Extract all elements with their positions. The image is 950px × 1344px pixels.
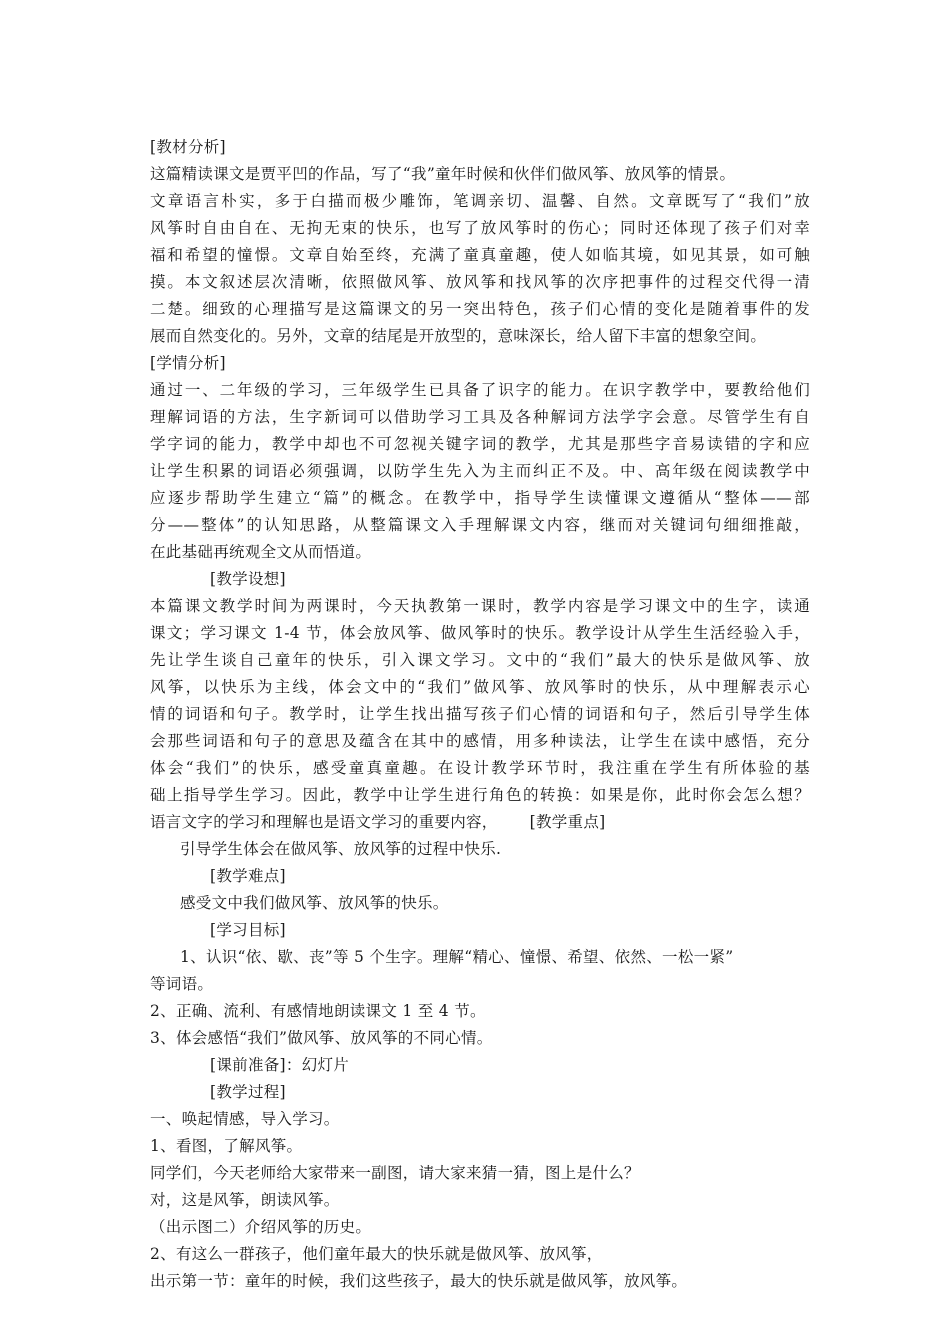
- students-line: 学字词的能力，教学中却也不可忽视关键字词的教学，尤其是那些字音易读错的字和应: [150, 435, 810, 453]
- design-last-line: [150, 809, 810, 836]
- process-line: 出示第一节：童年的时候，我们这些孩子，最大的快乐就是做风筝，放风筝。: [150, 1272, 688, 1290]
- design-line: 课文；学习课文 1-4 节，体会放风筝、做风筝时的快乐。教学设计从学生生活经验入手，: [150, 624, 810, 642]
- process-line: 1、看图，了解风筝。: [150, 1137, 303, 1155]
- section-heading-difficulty: [教学难点]: [210, 867, 286, 885]
- design-line: 本篇课文教学时间为两课时，今天执教第一课时，教学内容是学习课文中的生字，读通: [150, 597, 810, 615]
- students-line: 通过一、二年级的学习，三年级学生已具备了识字的能力。在识字教学中，要教给他们: [150, 381, 810, 399]
- section-heading-key: [教学重点]: [529, 813, 606, 831]
- design-line: 先让学生谈自己童年的快乐，引入课文学习。文中的“我们”最大的快乐是做风筝、放: [150, 651, 810, 669]
- design-last-text: 语言文字的学习和理解也是语文学习的重要内容，: [150, 813, 498, 831]
- students-line: 分——整体”的认知思路，从整篇课文入手理解课文内容，继而对关键词句细细推敲，: [150, 516, 810, 534]
- section-heading-design: [教学设想]: [210, 570, 286, 588]
- process-line: 对，这是风筝，朗读风筝。: [150, 1191, 340, 1209]
- design-line: 础上指导学生学习。因此，教学中让学生进行角色的转换：如果是你，此时你会怎么想？: [150, 786, 810, 804]
- document-page: [150, 134, 810, 1295]
- goal-item: 1、认识“依、歇、丧”等 5 个生字。理解“精心、憧憬、希望、依然、一松一紧”: [180, 948, 734, 966]
- process-line: 同学们，今天老师给大家带来一副图，请大家来猜一猜，图上是什么？: [150, 1164, 640, 1182]
- process-line: 2、有这么一群孩子，他们童年最大的快乐就是做风筝、放风筝，: [150, 1245, 603, 1263]
- design-line: 体会“我们”的快乐，感受童真童趣。在设计教学环节时，我注重在学生有所体验的基: [150, 759, 810, 777]
- students-line: 在此基础再统观全文从而悟道。: [150, 543, 372, 561]
- analysis-line: 风筝时自由自在、无拘无束的快乐，也写了放风筝时的伤心；同时还体现了孩子们对幸: [150, 219, 810, 237]
- prep-line: [课前准备]：幻灯片: [210, 1056, 350, 1074]
- analysis-line: 福和希望的憧憬。文章自始至终，充满了童真童趣，使人如临其境，如见其景，如可触: [150, 246, 810, 264]
- goal-item-continued: 等词语。: [150, 975, 214, 993]
- design-line: 会那些词语和句子的意思及蕴含在其中的感情，用多种读法，让学生在读中感悟，充分: [150, 732, 810, 750]
- key-text: 引导学生体会在做风筝、放风筝的过程中快乐.: [180, 840, 502, 858]
- goal-item: 2、正确、流利、有感情地朗读课文 1 至 4 节。: [150, 1002, 486, 1020]
- process-line: 一、唤起情感，导入学习。: [150, 1110, 340, 1128]
- process-line: （出示图二）介绍风筝的历史。: [150, 1218, 372, 1236]
- design-line: 情的词语和句子。教学时，让学生找出描写孩子们心情的词语和句子，然后引导学生体: [150, 705, 810, 723]
- analysis-line: 摸。本文叙述层次清晰，依照做风筝、放风筝和找风筝的次序把事件的过程交代得一清: [150, 273, 810, 291]
- section-heading-students: [学情分析]: [150, 354, 226, 372]
- section-heading-analysis: [教材分析]: [150, 138, 226, 156]
- students-line: 理解词语的方法，生字新词可以借助学习工具及各种解词方法学字会意。尽管学生有自: [150, 408, 810, 426]
- analysis-line: 二楚。细致的心理描写是这篇课文的另一突出特色，孩子们心情的变化是随着事件的发: [150, 300, 810, 318]
- students-line: 应逐步帮助学生建立“篇”的概念。在教学中，指导学生读懂课文遵循从“整体——部: [150, 489, 810, 507]
- section-heading-goals: [学习目标]: [210, 921, 286, 939]
- analysis-line: 这篇精读课文是贾平凹的作品，写了“我”童年时候和伙伴们做风筝、放风筝的情景。: [150, 165, 736, 183]
- difficulty-text: 感受文中我们做风筝、放风筝的快乐。: [180, 894, 449, 912]
- students-line: 让学生积累的词语必须强调，以防学生先入为主而纠正不及。中、高年级在阅读教学中: [150, 462, 810, 480]
- analysis-line: 展而自然变化的。另外，文章的结尾是开放型的，意味深长，给人留下丰富的想象空间。: [150, 327, 767, 345]
- section-heading-process: [教学过程]: [210, 1083, 286, 1101]
- goal-item: 3、体会感悟“我们”做风筝、放风筝的不同心情。: [150, 1029, 493, 1047]
- analysis-line: 文章语言朴实，多于白描而极少雕饰，笔调亲切、温馨、自然。文章既写了“我们”放: [150, 192, 810, 210]
- design-line: 风筝，以快乐为主线，体会文中的“我们”做风筝、放风筝时的快乐，从中理解表示心: [150, 678, 810, 696]
